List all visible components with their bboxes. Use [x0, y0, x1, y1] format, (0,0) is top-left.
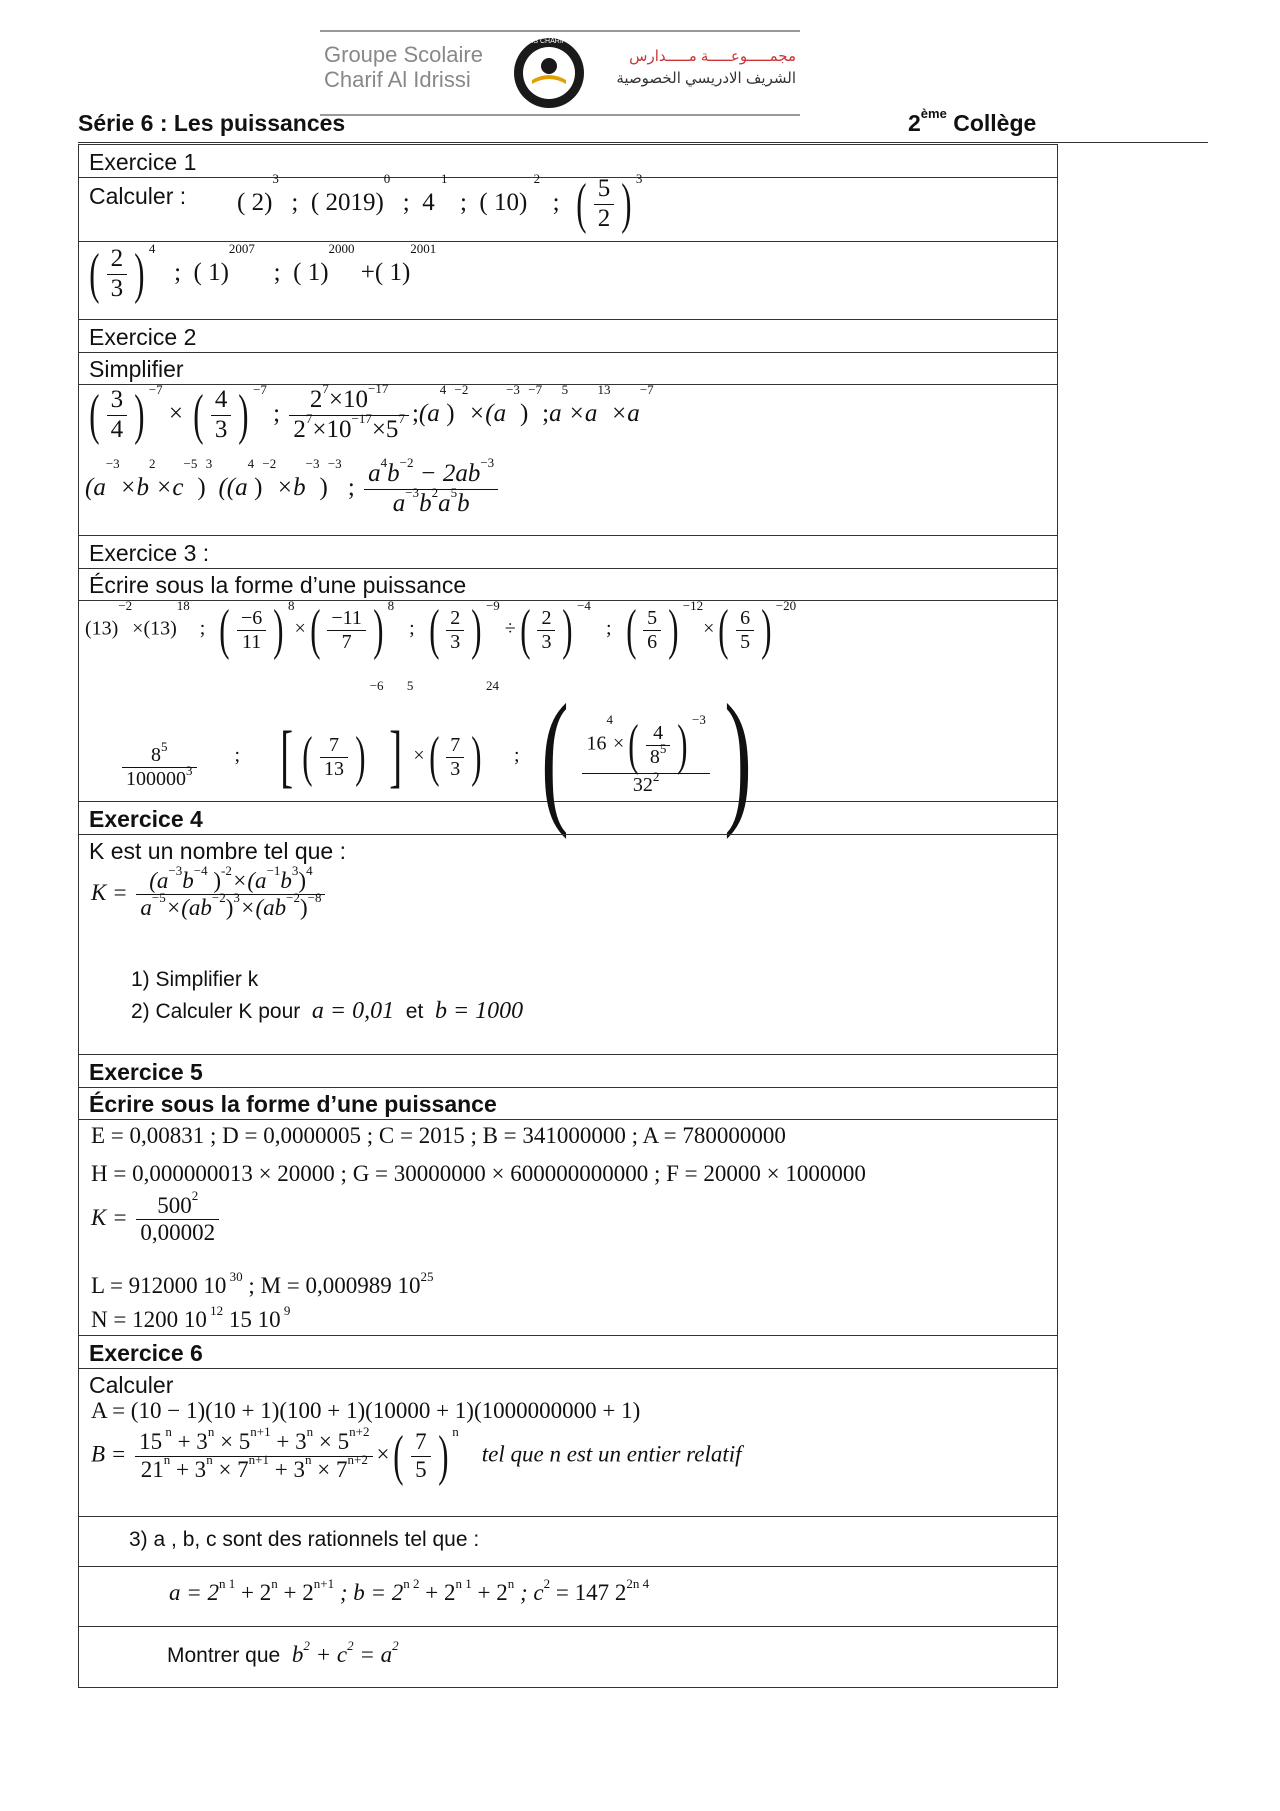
exercise-6-b: B = $\frac{15 ^n + 3^n \times 5^{n+1} + 3^n \times 5^{n+2}}{21^n + 3^n \times 7^{n+1} + 3^n \times 7^{n+2}}$ ×( $\frac{7}{5}$ ) $^n$ tel que n est un entier relatif	[91, 1424, 742, 1487]
row-divider	[79, 384, 1057, 385]
exercise-1-title: Exercice 1	[89, 149, 197, 175]
logo-banner	[320, 30, 800, 116]
row-divider	[79, 834, 1057, 835]
exercise-5-prompt: Écrire sous la forme d’une puissance	[89, 1091, 497, 1117]
exercise-3-expr-line1: $(13)^{-2}\times(13)^{18}$ ; ( $\frac{-6}{11}$ ) $^8$×( $\frac{-11}{7}$ ) $^8$ ; ( $\frac{2}{3}$ ) $^{-9}$ ÷( $\frac{2}{3}$ ) $^{-4}$ ; ( $\frac{5}{6}$ ) $^{-12}$×( $\frac{6}{5}$ ) $^{-20}$	[85, 598, 797, 661]
exercise-3-prompt: Écrire sous la forme d’une puissance	[89, 572, 467, 598]
row-divider	[79, 1087, 1057, 1088]
exercise-1	[78, 144, 1058, 320]
exercise-5-n: N = 1200 10 $^{12}$ 15 10 $^9$	[91, 1303, 291, 1332]
exercise-1-expr-line2: ( $\frac{2}{3}$ ) $^4$ ; ( 1)$^{2007}$ ; ( 1)$^{2000}$ +( 1)$^{2001}$	[89, 241, 437, 306]
header-rule	[78, 142, 1208, 143]
exercise-6-abc: $a = 2^{n 1} + 2^n + 2^{n+1}$ ; $b = 2^{n 2} + 2^{n 1} + 2^n$ ; $c^2 = 147$ $2^{2n 4}$	[169, 1576, 650, 1605]
row-divider	[79, 241, 1057, 242]
school-name-ar-line1: مجمـــــوعـــــة مـــــدارس	[629, 48, 796, 65]
school-name-fr-line1: Groupe Scolaire	[324, 42, 483, 67]
exercise-4-prompt: K est un nombre tel que :	[89, 838, 346, 864]
school-name-fr	[324, 42, 483, 92]
exercise-2-expr-line2: $(a^{-3}\times b^2\times c^{-5})^3$ $((a^4)^{-2}\times b^{-3})^{-3}$ ; $\frac{a^4b^{-2} - 2ab^{-3}}{a^{-3}b^2a^5b}$	[85, 460, 501, 519]
exercise-5-title: Exercice 5	[89, 1059, 203, 1085]
page-title: Série 6 : Les puissances	[78, 110, 346, 136]
exercise-6	[78, 1336, 1058, 1688]
row-divider	[79, 1626, 1057, 1627]
school-name-ar-line2: الشريف الادريسي الخصوصية	[616, 70, 796, 87]
exercise-5-k: K = $\frac{500^2}{0,00002}$	[91, 1193, 222, 1247]
exercise-4-question-1: 1) Simplifier k	[131, 968, 259, 991]
exercise-5-line-1: E = 0,00831 ; D = 0,0000005 ; C = 2015 ; B = 341000000 ; A = 780000000	[91, 1123, 786, 1148]
exercise-4-question-2: 2) Calculer K pour a = 0,01 et b = 1000	[131, 998, 524, 1024]
exercise-2-prompt: Simplifier	[89, 356, 184, 382]
exercise-6-question-3: 3) a , b, c sont des rationnels tel que :	[129, 1528, 480, 1551]
exercise-2	[78, 320, 1058, 536]
exercise-2-title: Exercice 2	[89, 324, 197, 350]
exercise-6-prompt: Calculer	[89, 1372, 174, 1398]
exercise-5-line-2: H = 0,000000013 × 20000 ; G = 30000000 × 600000000000 ; F = 20000 × 1000000	[91, 1161, 866, 1186]
exercise-6-show: Montrer que $b^2 + c^2 = a^2$	[167, 1638, 399, 1667]
exercise-6-title: Exercice 6	[89, 1340, 203, 1366]
exercise-4-title: Exercice 4	[89, 806, 203, 832]
exercise-1-prompt: Calculer :	[89, 183, 187, 209]
exercise-5	[78, 1055, 1058, 1336]
level-num: 2	[908, 110, 921, 136]
exercise-6-a: A = (10 − 1)(10 + 1)(100 + 1)(10000 + 1)(1000000000 + 1)	[91, 1398, 641, 1423]
row-divider	[79, 1566, 1057, 1567]
row-divider	[79, 1368, 1057, 1369]
row-divider	[79, 1119, 1057, 1120]
emblem-text: G.S CHARIF AL IDRISSI	[526, 38, 604, 45]
exercise-5-l-m: L = 912000 10 $^{30}$ ; M = 0,000989 $10^{25}$	[91, 1269, 434, 1298]
exercise-2-expr-line1: ( $\frac{3}{4}$ ) $^{-7}$ × ( $\frac{4}{3}$ ) $^{-7}$ ; $\frac{2^7\times 10^{-17}}{2^7\times 10^{-17}\times 5^7}$ $;(a^4)^{-2}\times(a^{-3})^{-7};a^5\times a^{13}\times a^{-7}$	[89, 381, 654, 447]
exercise-3-title: Exercice 3 :	[89, 540, 210, 566]
exercise-4-k-expression: K = $\frac{(a^{-3}b^{-4} )^{-2}\times(a^{-1}b^3)^4}{a^{-5}\times(ab^{-2})^3\times(ab^{-2})^{-8}}$	[91, 868, 328, 922]
school-name-ar	[608, 46, 796, 90]
school-name-fr-line2: Charif Al Idrissi	[324, 67, 471, 92]
exercise-6-note: tel que n est un entier relatif	[481, 1441, 742, 1467]
row-divider	[79, 568, 1057, 569]
level-sup: ème	[920, 106, 947, 121]
row-divider	[79, 352, 1057, 353]
level-label	[908, 106, 1037, 137]
exercise-4	[78, 802, 1058, 1055]
exercise-3-expr-line2: $\frac{8^5}{100000^3}$ ; [ ( $\frac{7}{13}$ )$^{-6}$]$^5$×( $\frac{7}{3}$ )$^{24}$ ; ( $16^4\times$( $\frac{4}{8^5}$ ) $^{-3}$ $32^2$ )	[119, 682, 763, 832]
exercise-1-expr-line1: ( 2)$^3$ ; ( 2019)$^0$ ; 4 $^1$ ; ( 10) $^2$ ; ( $\frac{5}{2}$ ) $^3$	[237, 171, 643, 236]
row-divider	[79, 1516, 1057, 1517]
level-word: Collège	[953, 110, 1037, 136]
school-emblem	[512, 36, 604, 110]
